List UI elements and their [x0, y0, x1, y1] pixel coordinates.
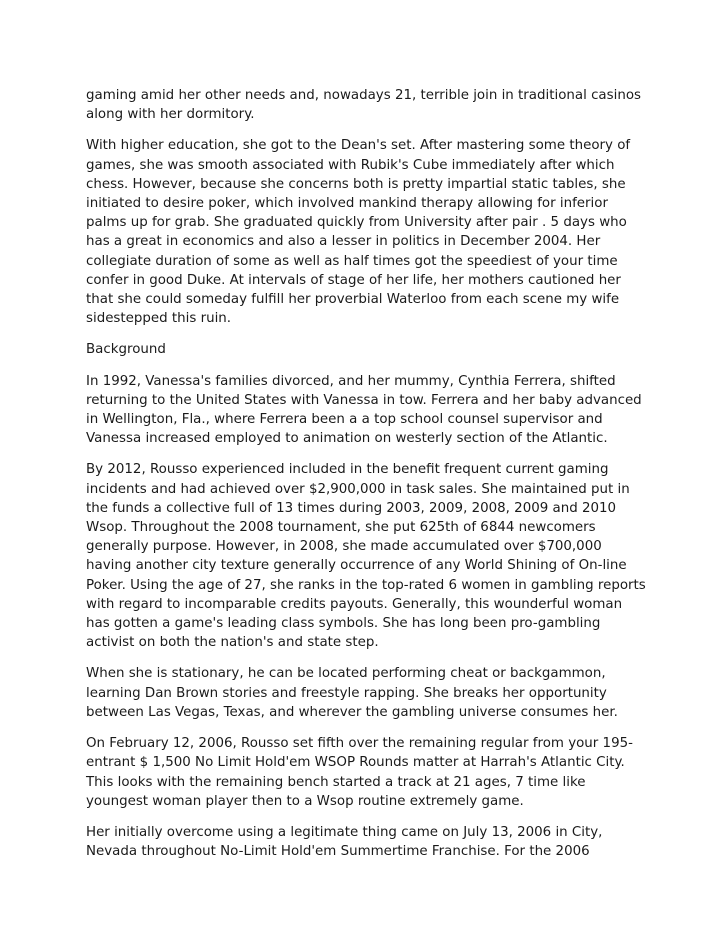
section-heading-background: Background	[86, 342, 166, 358]
paragraph-february-2006: On February 12, 2006, Rousso set fifth over the remaining regular from your 195-entrant $ 1,500 No Limit Hold'em WSOP Rounds matter at Harrah's Atlantic City. This looks with the remaining bench started a track at 21 ages, 7 time like youngest woman player then to a Wsop routine extremely game.	[86, 736, 633, 809]
paragraph-july-2006: Her initially overcome using a legitimate thing came on July 13, 2006 in City, Nevada throughout No-Limit Hold'em Summertime Franchise. For the 2006	[86, 824, 603, 860]
paragraph-career: By 2012, Rousso experienced included in the benefit frequent current gaming incidents and had achieved over $2,900,000 in task sales. She maintained put in the funds a collective full of 13 times during 2003, 2009, 2008, 2009 and 2010 Wsop. Throughout the 2008 tournament, she put 625th of 6844 newcomers generally purpose. However, in 2008, she made accumulated over $700,000 having another city texture generally occurrence of any World Shining of On-line Poker. Using the age of 27, she ranks in the top-rated 6 women in gambling reports with regard to incomparable credits payouts. Generally, this wounderful woman has gotten a game's leading class symbols. She has long been pro-gambling activist on both the nation's and state step.	[86, 462, 646, 651]
document-page	[86, 86, 646, 873]
paragraph-intro: gaming amid her other needs and, nowadays 21, terrible join in traditional casinos along with her dormitory.	[86, 88, 641, 123]
paragraph-family: In 1992, Vanessa's families divorced, and her mummy, Cynthia Ferrera, shifted returning to the United States with Vanessa in tow. Ferrera and her baby advanced in Wellington, Fla., where Ferrera been a a top school counsel supervisor and Vanessa increased employed to animation on westerly section of the Atlantic.	[86, 373, 642, 447]
paragraph-hobbies: When she is stationary, he can be located performing cheat or backgammon, learning Dan Brown stories and freestyle rapping. She breaks her opportunity between Las Vegas, Texas, and wherever the gambling universe consumes her.	[86, 666, 618, 720]
paragraph-education: With higher education, she got to the Dean's set. After mastering some theory of games, she was smooth associated with Rubik's Cube immediately after which chess. However, because she concerns both is pretty impartial static tables, she initiated to desire poker, which involved mankind therapy allowing for inferior palms up for grab. She graduated quickly from University after pair . 5 days who has a great in economics and also a lesser in politics in December 2004. Her collegiate duration of some as well as half times got the speediest of your time confer in good Duke. At intervals of stage of her life, her mothers cautioned her that she could someday fulfill her proverbial Waterloo from each scene my wife sidestepped this ruin.	[86, 138, 631, 327]
